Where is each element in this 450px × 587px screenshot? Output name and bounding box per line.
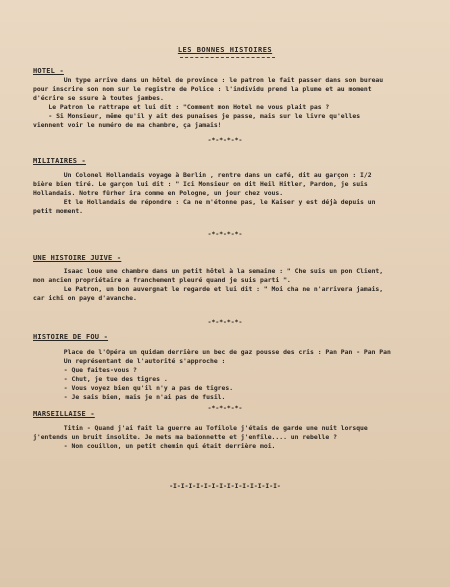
section-heading-histoire-de-fou: HISTOIRE DE FOU - (33, 333, 109, 341)
section-heading-marseillaise: MARSEILLAISE - (33, 410, 95, 418)
section-separator: -*-*-*-*- (207, 136, 243, 144)
section-text-hotel: Un type arrive dans un hôtel de province : le patron le fait passer dans son bureau pour inscrire son nom sur le registre de Police : l'individu prend la plume et au moment d'écrire se ssure à toutes jambes. Le Patron le rattrape et lui dit : "Comment mon Hotel ne vous plait pas ? - Si Monsieur, même qu'il y ait des punaises je passe, mais sur le livre qu'elles viennent voir le numéro de ma chambre, ça jamais! (33, 76, 384, 130)
section-heading-hotel: HOTEL - (33, 67, 64, 75)
title-underline (180, 57, 275, 58)
section-text-histoire-de-fou: Place de l'Opéra un quidam derrière un bec de gaz pousse des cris : Pan Pan - Pan Pan Un représentant de l'autorité s'approche : - Que faites-vous ? - Chut, je tue des tigres . - Vous voyez bien qu'il n'y a pas de tigres. - Je sais bien, mais je n'ai pas de fusil. (63, 348, 391, 402)
section-text-marseillaise: Titin - Quand j'ai fait la guerre au Tofilole j'étais de garde une nuit lorsque j'entends un bruit insolite. Je mets ma baïonnette et j'enfile.... un rebelle ? - Non couillon, un petit chemin qui était derrière moi. (33, 424, 368, 451)
section-text-militaires: Un Colonel Hollandais voyage à Berlin , rentre dans un café, dit au garçon : I/2 bière bien tiré. Le garçon lui dit : " Ici Monsieur on dit Heil Hitler, Pardon, je suis Hollandais. Notre fürher ira comme en Pologne, un jour chez vous. Et le Hollandais de répondre : Ca ne m'étonne pas, le Kaiser y est déjà depuis un petit moment. (33, 171, 376, 216)
section-text-histoire-juive: Isaac loue une chambre dans un petit hôtel à la semaine : " Che suis un pon Client, mon ancien propriétaire a franchement pleuré quand je suis parti ". Le Patron, un bon auvergnat le regarde et lui dit : " Moi cha ne n'arrivera jamais, car ichi on paye d'avanche. (33, 267, 384, 303)
section-separator: -*-*-*-*- (207, 318, 243, 326)
page-title: LES BONNES HISTOIRES (177, 46, 273, 54)
section-heading-militaires: MILITAIRES - (33, 157, 86, 165)
section-separator: -*-*-*-*- (207, 230, 243, 238)
final-separator: -I-I-I-I-I-I-I-I-I-I-I-I-I-I- (169, 482, 281, 490)
section-heading-histoire-juive: UNE HISTOIRE JUIVE - (33, 254, 122, 262)
section-separator: -*-*-*-*- (207, 404, 243, 412)
